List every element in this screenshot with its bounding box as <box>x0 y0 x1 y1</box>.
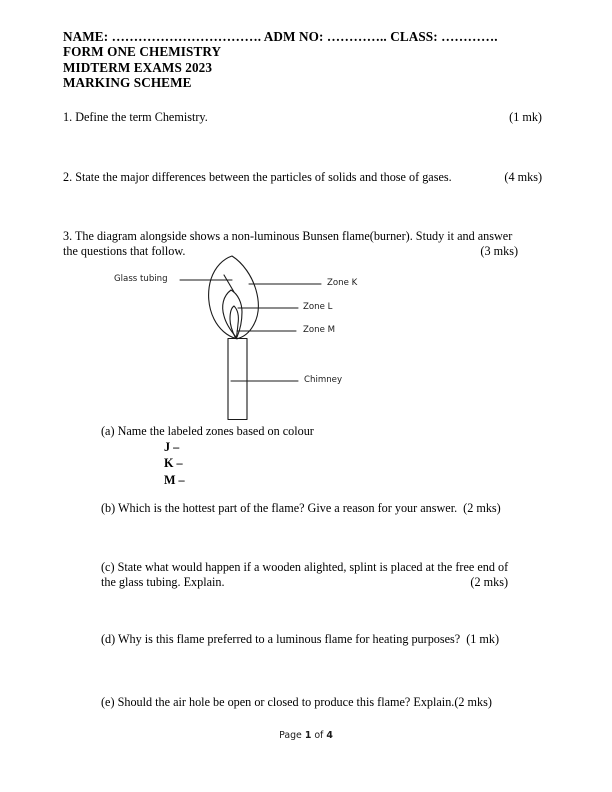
footer-middle: of <box>311 730 327 741</box>
diagram-label-zone-l: Zone L <box>303 302 333 312</box>
outer-flame-outline <box>209 256 259 339</box>
question-3e-marks: (2 mks) <box>454 695 492 709</box>
question-3a <box>101 424 521 489</box>
question-3c-marks: (2 mks) <box>470 574 508 589</box>
question-3a-item-m: M – <box>164 473 185 488</box>
diagram-label-zone-k: Zone K <box>327 278 358 288</box>
diagram-label-zone-m: Zone M <box>303 325 336 335</box>
question-3c <box>101 560 542 589</box>
diagram-label-chimney: Chimney <box>304 375 343 385</box>
question-3a-text: (a) Name the labeled zones based on colour <box>101 424 314 438</box>
bunsen-flame-svg <box>0 248 612 433</box>
exam-title-line: MIDTERM EXAMS 2023 <box>63 59 213 75</box>
question-3c-text-line1: (c) State what would happen if a wooden alighted, splint is placed at the free end of <box>101 560 509 574</box>
question-3e <box>101 695 561 710</box>
chimney-rectangle <box>228 339 247 420</box>
question-2-text: 2. State the major differences between the particles of solids and those of gases. <box>63 170 452 184</box>
question-2 <box>63 170 542 185</box>
question-3-text-line1: 3. The diagram alongside shows a non-luminous Bunsen flame(burner). Study it and answer <box>63 229 513 243</box>
question-2-marks: (4 mks) <box>504 170 542 184</box>
bunsen-flame-diagram <box>0 248 612 433</box>
document-header <box>63 29 558 90</box>
question-3-text-line2: the questions that follow. <box>63 243 186 258</box>
question-3c-text-line2: the glass tubing. Explain. <box>101 574 225 589</box>
question-1-marks: (1 mk) <box>509 110 542 124</box>
question-3e-text: (e) Should the air hole be open or closed to produce this flame? Explain. <box>101 695 455 709</box>
student-info-line: NAME: ……………………………. ADM NO: ………….. CLASS: …………. <box>63 29 498 44</box>
page-footer <box>0 730 612 741</box>
diagram-label-glass-tubing: Glass tubing <box>114 274 168 284</box>
question-3a-item-k: K – <box>164 456 183 471</box>
question-3b <box>101 501 541 516</box>
marking-scheme-line: MARKING SCHEME <box>63 74 192 90</box>
question-3-marks: (3 mks) <box>480 243 518 258</box>
question-3b-text: (b) Which is the hottest part of the flame? Give a reason for your answer. <box>101 501 458 515</box>
question-1 <box>63 110 542 125</box>
inner-flame-outline <box>230 306 238 339</box>
question-3b-marks: (2 mks) <box>463 501 501 515</box>
footer-total-pages: 4 <box>326 730 333 741</box>
footer-prefix: Page <box>279 730 305 741</box>
question-3d-marks: (1 mk) <box>466 632 500 646</box>
question-3d-text: (d) Why is this flame preferred to a luminous flame for heating purposes? <box>101 632 461 646</box>
subject-line: FORM ONE CHEMISTRY <box>63 44 222 60</box>
footer-page-number: 1 <box>304 730 312 741</box>
question-3d <box>101 632 561 647</box>
question-1-text: 1. Define the term Chemistry. <box>63 110 208 124</box>
glass-tubing-pointer-line <box>224 275 234 292</box>
question-3a-item-j: J – <box>164 439 180 454</box>
